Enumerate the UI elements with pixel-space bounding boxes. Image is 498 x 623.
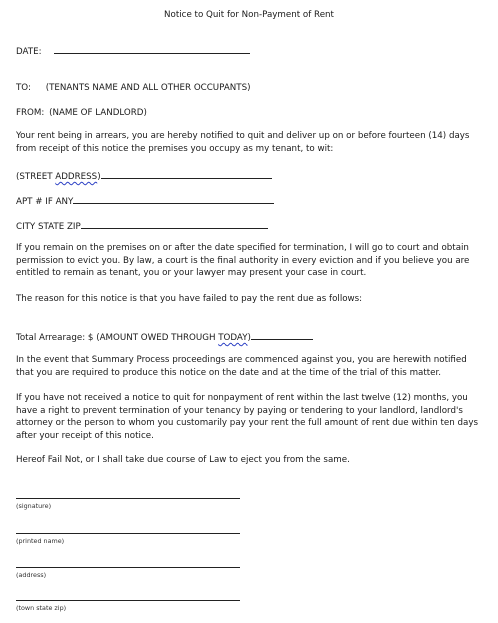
address-label: (address) — [16, 571, 47, 579]
twelve-months-paragraph: If you have not received a notice to quit for nonpayment of rent within the last twelve (12) months, you have a right to prevent termination of your tenancy by paying or tendering to your landlord, landlord's attorney or the person to whom you customarily pay your rent the full amount of rent due within ten days after your receipt of this notice. — [16, 393, 478, 441]
address-line[interactable] — [16, 567, 240, 568]
town-state-zip-line[interactable] — [16, 600, 240, 601]
city-label: CITY STATE ZIP — [16, 222, 81, 232]
city-line — [16, 219, 268, 233]
street-field[interactable] — [101, 169, 272, 179]
reason-paragraph: The reason for this notice is that you have failed to pay the rent due as follows: — [16, 294, 363, 304]
page-title: Notice to Quit for Non-Payment of Rent — [164, 10, 334, 20]
arrearage-line — [16, 330, 313, 344]
printed-name-label: (printed name) — [16, 537, 65, 545]
printed-name-line[interactable] — [16, 533, 240, 534]
to-value: (TENANTS NAME AND ALL OTHER OCCUPANTS) — [45, 83, 251, 93]
hereof-paragraph: Hereof Fail Not, or I shall take due course of Law to eject you from the same. — [16, 455, 350, 465]
signature-line[interactable] — [16, 498, 240, 499]
signature-label: (signature) — [16, 502, 52, 510]
town-state-zip-label: (town state zip) — [16, 604, 67, 612]
arrearage-label: Total Arrearage: $ (AMOUNT OWED THROUGH TODAY) — [16, 333, 251, 343]
street-label: (STREET ADDRESS) — [16, 172, 101, 182]
to-label: TO: — [16, 83, 31, 93]
date-label: DATE: — [16, 47, 42, 57]
from-value: (NAME OF LANDLORD) — [49, 108, 147, 118]
from-label: FROM: — [16, 108, 45, 118]
apt-line — [16, 194, 274, 208]
street-line — [16, 169, 272, 183]
from-line — [16, 107, 147, 119]
apt-field[interactable] — [73, 194, 274, 204]
date-line — [16, 44, 250, 58]
remain-paragraph: If you remain on the premises on or after the date specified for termination, I will go to court and obtain permission to evict you. By law, a court is the final authority in every eviction and if you believe you are entitled to remain as tenant, you or your lawyer may present your case in court. — [16, 243, 470, 278]
to-line — [16, 82, 251, 94]
summary-paragraph: In the event that Summary Process proceedings are commenced against you, you are herewith notified that you are required to produce this notice on the date and at the time of the trial of this matter. — [16, 355, 467, 378]
date-field[interactable] — [54, 44, 250, 54]
apt-label: APT # IF ANY — [16, 197, 74, 207]
city-field[interactable] — [81, 219, 268, 229]
arrearage-field[interactable] — [251, 330, 313, 340]
arrears-paragraph: Your rent being in arrears, you are hereby notified to quit and deliver up on or before fourteen (14) days from receipt of this notice the premises you occupy as my tenant, to wit: — [16, 131, 470, 154]
